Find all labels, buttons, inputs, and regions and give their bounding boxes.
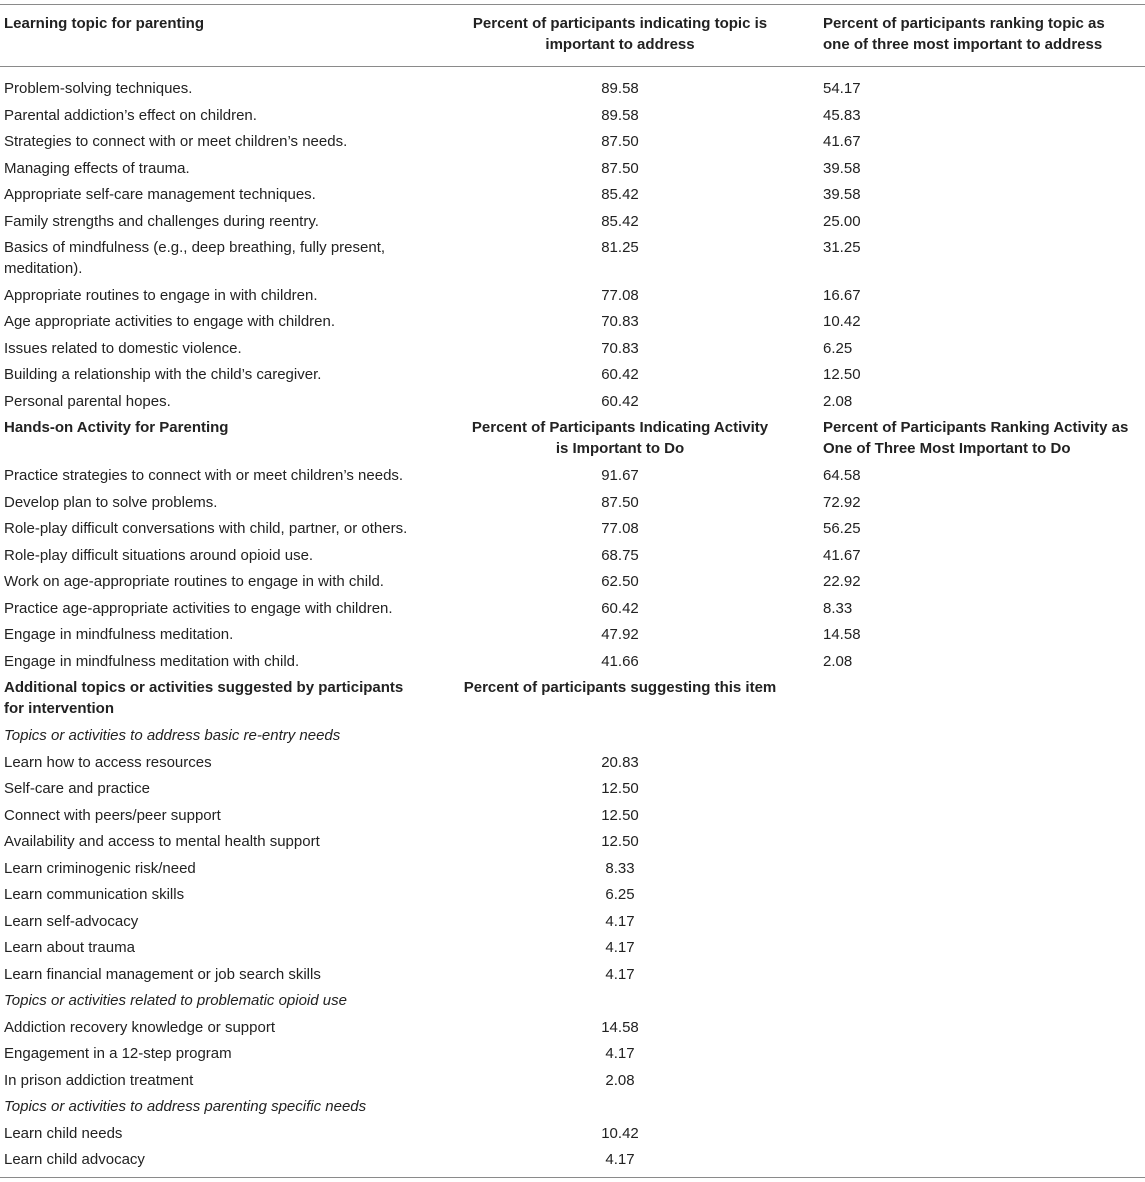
suggestion-label-line: Learn child needs [4, 1124, 123, 1142]
suggestion-percent [450, 831, 790, 852]
learning-topic-rank [823, 237, 1145, 258]
activity-label [4, 465, 444, 486]
learning-topic-label-line: Building a relationship with the child’s caregiver. [4, 366, 322, 383]
header-activity-ranking [823, 417, 1145, 459]
learning-topic-label-line: meditation). [4, 260, 83, 277]
activity-rank-line: 22.92 [823, 573, 861, 590]
learning-topic-label-line: Issues related to domestic violence. [4, 339, 242, 357]
suggestion-percent [450, 752, 790, 773]
activity-label-line: Role-play difficult conversations with child, partner, or others. [4, 520, 408, 537]
suggestion-label [4, 858, 444, 879]
suggestion-percent-line: 4.17 [605, 1151, 635, 1168]
suggestion-label [4, 964, 444, 985]
activity-percent-line: 62.50 [601, 573, 639, 590]
table-bottom-rule [0, 1177, 1145, 1178]
suggestion-percent-line: 20.83 [601, 753, 639, 771]
learning-topic-label-line: Managing effects of trauma. [4, 159, 190, 177]
suggestion-label [4, 831, 444, 852]
suggestion-label [4, 1043, 444, 1064]
learning-topic-rank-line: 10.42 [823, 313, 861, 330]
suggestion-percent [450, 911, 790, 932]
learning-topic-label [4, 131, 444, 152]
suggestion-label [4, 911, 444, 932]
learning-topic-label-line: Strategies to connect with or meet children’s needs. [4, 133, 348, 150]
activity-percent-line: 77.08 [601, 520, 639, 537]
learning-topic-rank [823, 338, 1145, 359]
learning-topic-label-line: Family strengths and challenges during reentry. [4, 212, 319, 230]
learning-topic-rank [823, 211, 1145, 232]
learning-topic-label-line: Parental addiction’s effect on children. [4, 106, 257, 124]
suggestion-label-line: Addiction recovery knowledge or support [4, 1018, 275, 1036]
activity-rank [823, 465, 1145, 486]
activity-rank-line: 8.33 [823, 599, 853, 617]
activity-label-line: Practice age-appropriate activities to engage with children. [4, 599, 393, 617]
learning-topic-rank [823, 391, 1145, 412]
learning-topic-percent [450, 78, 790, 99]
learning-topic-rank [823, 184, 1145, 205]
header-percent-suggesting [450, 677, 790, 698]
learning-topic-rank [823, 311, 1145, 332]
learning-topic-rank-line: 54.17 [823, 80, 861, 97]
learning-topic-label-line: Age appropriate activities to engage with children. [4, 313, 336, 330]
suggestion-percent [450, 1017, 790, 1038]
activity-label-line: Engage in mindfulness meditation with child. [4, 652, 300, 670]
learning-topic-percent-line: 77.08 [601, 286, 639, 304]
learning-topic-label [4, 184, 444, 205]
activity-rank [823, 492, 1145, 513]
header-activity-ranking-line: One of Three Most Important to Do [823, 440, 1071, 457]
activity-label [4, 651, 444, 672]
activity-label [4, 598, 444, 619]
learning-topic-label [4, 311, 444, 332]
header-learning-topic-line: Learning topic for parenting [4, 15, 205, 32]
activity-percent-line: 68.75 [601, 546, 639, 564]
header-activity-important [450, 417, 790, 459]
header-percent-suggesting-line: Percent of participants suggesting this item [463, 679, 777, 696]
activity-percent [450, 492, 790, 513]
learning-topic-rank-line: 16.67 [823, 286, 861, 304]
suggestion-percent-line: 12.50 [601, 833, 639, 850]
activity-label [4, 545, 444, 566]
suggestion-label-line: Engagement in a 12-step program [4, 1045, 232, 1062]
learning-topic-percent-line: 60.42 [601, 392, 639, 410]
suggestion-label-line: Learn self-advocacy [4, 912, 139, 930]
group-title-line: Topics or activities related to problematic opioid use [4, 992, 347, 1009]
header-percent-ranking [823, 13, 1145, 55]
suggestion-label [4, 1070, 444, 1091]
learning-topic-percent-line: 81.25 [601, 239, 639, 256]
suggestion-percent [450, 964, 790, 985]
suggestion-label-line: Availability and access to mental health support [4, 833, 320, 850]
suggestion-label [4, 805, 444, 826]
header-activity-important-line: Percent of Participants Indicating Activity [471, 419, 769, 436]
learning-topic-label [4, 105, 444, 126]
activity-percent [450, 518, 790, 539]
suggestion-label-line: Learn communication skills [4, 886, 185, 903]
activity-rank [823, 651, 1145, 672]
suggestion-percent-line: 4.17 [605, 965, 635, 983]
header-additional-topics [4, 677, 444, 719]
suggestion-label [4, 937, 444, 958]
activity-label [4, 571, 444, 592]
learning-topic-rank [823, 285, 1145, 306]
suggestion-percent-line: 12.50 [601, 780, 639, 797]
activity-rank-line: 14.58 [823, 626, 861, 643]
header-additional-topics-line: Additional topics or activities suggested by participants [4, 679, 404, 696]
activity-percent-line: 47.92 [601, 626, 639, 643]
activity-rank [823, 571, 1145, 592]
suggestion-percent-line: 4.17 [605, 912, 635, 930]
suggestion-label-line: Connect with peers/peer support [4, 806, 221, 824]
suggestion-label-line: Learn how to access resources [4, 753, 212, 771]
activity-percent-line: 60.42 [601, 599, 639, 617]
learning-topic-rank-line: 41.67 [823, 133, 861, 150]
suggestion-percent-line: 4.17 [605, 939, 635, 956]
learning-topic-rank-line: 39.58 [823, 186, 861, 203]
suggestion-percent [450, 1123, 790, 1144]
suggestion-label-line: Self-care and practice [4, 780, 150, 797]
suggestion-percent-line: 8.33 [605, 859, 635, 877]
activity-label-line: Engage in mindfulness meditation. [4, 626, 234, 643]
learning-topic-label [4, 338, 444, 359]
suggestion-label [4, 752, 444, 773]
activity-percent [450, 545, 790, 566]
group-title-line: Topics or activities to address parenting specific needs [4, 1098, 367, 1115]
suggestion-percent [450, 884, 790, 905]
activity-rank-line: 2.08 [823, 652, 853, 670]
learning-topic-percent [450, 338, 790, 359]
header-activity-ranking-line: Percent of Participants Ranking Activity as [823, 419, 1129, 436]
activity-rank [823, 624, 1145, 645]
learning-topic-label-line: Problem-solving techniques. [4, 80, 193, 97]
suggestion-percent [450, 1149, 790, 1170]
suggestion-label [4, 778, 444, 799]
header-hands-on-activity [4, 417, 444, 438]
suggestion-percent [450, 858, 790, 879]
learning-topic-percent-line: 85.42 [601, 212, 639, 230]
suggestion-label [4, 1123, 444, 1144]
activity-rank [823, 518, 1145, 539]
learning-topic-percent [450, 131, 790, 152]
activity-label-line: Work on age-appropriate routines to engage in with child. [4, 573, 384, 590]
learning-topic-percent [450, 364, 790, 385]
header-activity-important-line: is Important to Do [555, 440, 685, 457]
learning-topic-percent-line: 60.42 [601, 366, 639, 383]
suggestion-label-line: In prison addiction treatment [4, 1071, 194, 1089]
activity-label [4, 518, 444, 539]
learning-topic-percent-line: 89.58 [601, 106, 639, 124]
learning-topic-label [4, 237, 444, 279]
learning-topic-percent-line: 87.50 [601, 133, 639, 150]
suggestion-label [4, 884, 444, 905]
activity-label [4, 624, 444, 645]
learning-topic-rank-line: 31.25 [823, 239, 861, 256]
learning-topic-percent-line: 89.58 [601, 80, 639, 97]
learning-topic-percent [450, 237, 790, 258]
learning-topic-rank [823, 158, 1145, 179]
header-hands-on-activity-line: Hands-on Activity for Parenting [4, 419, 229, 436]
header-percent-ranking-line: Percent of participants ranking topic as [823, 15, 1105, 32]
activity-rank-line: 56.25 [823, 520, 861, 537]
learning-topic-percent [450, 311, 790, 332]
activity-rank-line: 64.58 [823, 467, 861, 484]
activity-label-line: Develop plan to solve problems. [4, 493, 218, 511]
suggestion-percent [450, 1070, 790, 1091]
group-title [4, 1096, 444, 1117]
learning-topic-percent-line: 85.42 [601, 186, 639, 203]
suggestion-percent-line: 6.25 [605, 886, 635, 903]
learning-topic-label-line: Appropriate self-care management techniques. [4, 186, 316, 203]
learning-topic-label-line: Personal parental hopes. [4, 392, 171, 410]
learning-topic-rank-line: 6.25 [823, 339, 853, 357]
activity-rank [823, 545, 1145, 566]
activity-label-line: Role-play difficult situations around opioid use. [4, 546, 314, 564]
group-title [4, 725, 444, 746]
suggestion-label-line: Learn child advocacy [4, 1151, 145, 1168]
suggestion-label [4, 1017, 444, 1038]
activity-percent-line: 41.66 [601, 652, 639, 670]
header-rule [0, 66, 1145, 67]
group-title [4, 990, 444, 1011]
suggestion-label [4, 1149, 444, 1170]
suggestion-label-line: Learn criminogenic risk/need [4, 859, 196, 877]
activity-label [4, 492, 444, 513]
table-top-rule [0, 4, 1145, 5]
activity-rank-line: 72.92 [823, 493, 861, 511]
learning-topic-rank [823, 78, 1145, 99]
activity-percent [450, 624, 790, 645]
header-learning-topic [4, 13, 444, 34]
suggestion-percent-line: 14.58 [601, 1018, 639, 1036]
learning-topic-percent [450, 391, 790, 412]
group-title-line: Topics or activities to address basic re-entry needs [4, 727, 341, 744]
learning-topic-rank-line: 2.08 [823, 392, 853, 410]
learning-topic-rank-line: 39.58 [823, 159, 861, 177]
learning-topic-label [4, 285, 444, 306]
activity-percent [450, 598, 790, 619]
suggestion-percent-line: 12.50 [601, 806, 639, 824]
activity-percent-line: 91.67 [601, 467, 639, 484]
learning-topic-rank-line: 12.50 [823, 366, 861, 383]
learning-topic-label [4, 78, 444, 99]
suggestion-percent [450, 805, 790, 826]
learning-topic-percent [450, 105, 790, 126]
header-percent-important-line: Percent of participants indicating topic is [472, 15, 768, 32]
learning-topic-rank-line: 25.00 [823, 212, 861, 230]
suggestion-label-line: Learn financial management or job search skills [4, 965, 321, 983]
learning-topic-label [4, 211, 444, 232]
learning-topic-percent [450, 184, 790, 205]
activity-rank-line: 41.67 [823, 546, 861, 564]
activity-percent [450, 651, 790, 672]
learning-topic-label-line: Appropriate routines to engage in with children. [4, 286, 318, 304]
suggestion-percent [450, 937, 790, 958]
suggestion-label-line: Learn about trauma [4, 939, 135, 956]
suggestion-percent-line: 2.08 [605, 1071, 635, 1089]
header-percent-important-line: important to address [545, 36, 695, 53]
learning-topic-percent [450, 211, 790, 232]
learning-topic-label-line: Basics of mindfulness (e.g., deep breathing, fully present, [4, 239, 386, 256]
activity-percent [450, 571, 790, 592]
header-percent-important [450, 13, 790, 55]
learning-topic-rank [823, 105, 1145, 126]
learning-topic-rank [823, 364, 1145, 385]
learning-topic-label [4, 391, 444, 412]
learning-topic-label [4, 364, 444, 385]
suggestion-percent-line: 10.42 [601, 1124, 639, 1142]
learning-topic-rank-line: 45.83 [823, 106, 861, 124]
suggestion-percent [450, 778, 790, 799]
learning-topic-percent [450, 158, 790, 179]
learning-topic-percent [450, 285, 790, 306]
activity-rank [823, 598, 1145, 619]
activity-percent [450, 465, 790, 486]
header-percent-ranking-line: one of three most important to address [823, 36, 1103, 53]
learning-topic-rank [823, 131, 1145, 152]
activity-label-line: Practice strategies to connect with or meet children’s needs. [4, 467, 404, 484]
header-additional-topics-line: for intervention [4, 700, 115, 717]
suggestion-percent-line: 4.17 [605, 1045, 635, 1062]
learning-topic-percent-line: 70.83 [601, 313, 639, 330]
learning-topic-percent-line: 87.50 [601, 159, 639, 177]
learning-topic-label [4, 158, 444, 179]
activity-percent-line: 87.50 [601, 493, 639, 511]
suggestion-percent [450, 1043, 790, 1064]
learning-topic-percent-line: 70.83 [601, 339, 639, 357]
